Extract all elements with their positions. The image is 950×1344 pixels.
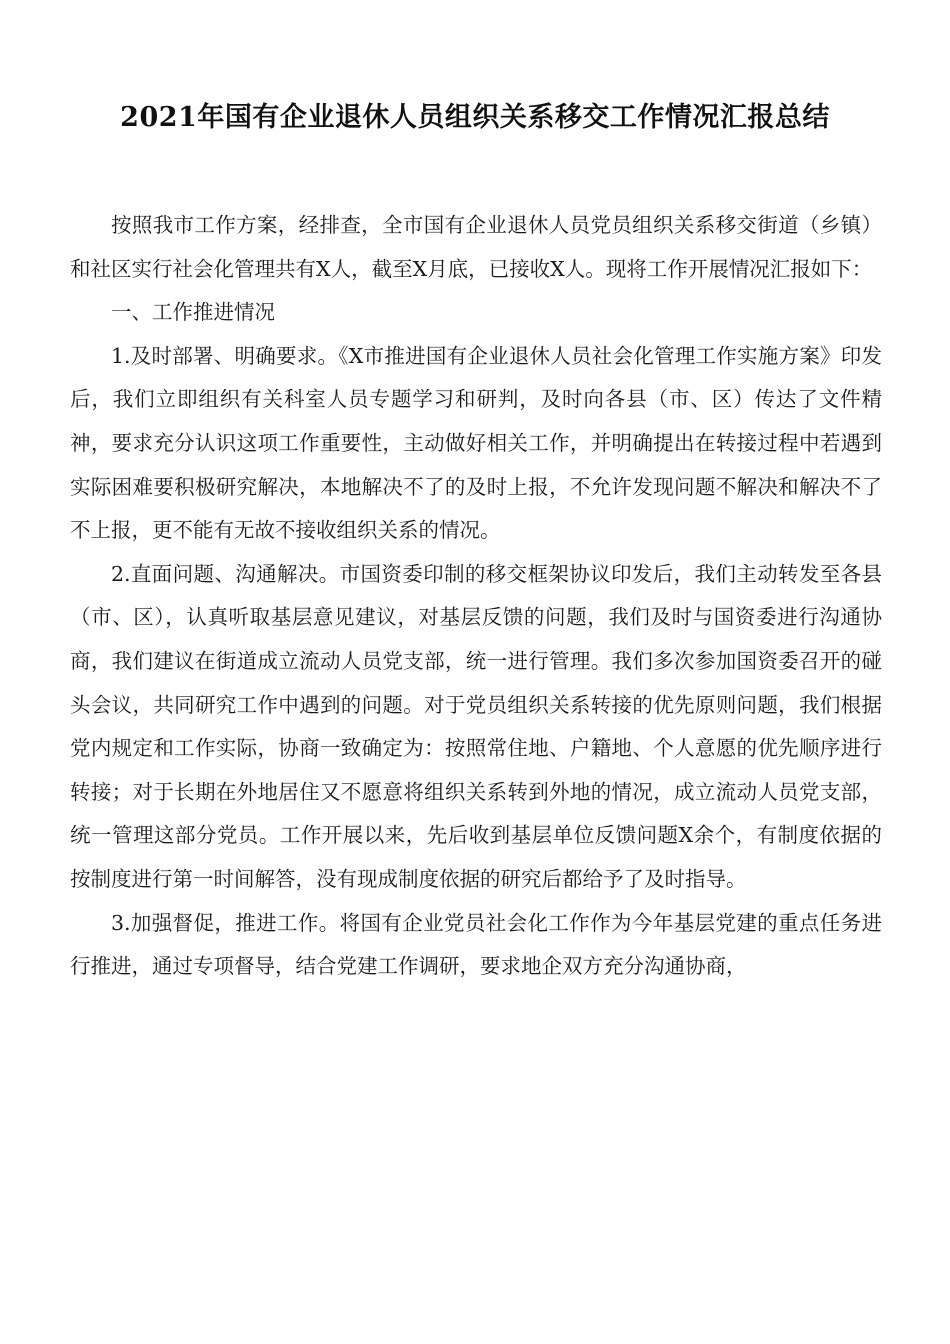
- document-body: [70, 204, 882, 989]
- paragraph-intro: 按照我市工作方案，经排查，全市国有企业退休人员党员组织关系移交街道（乡镇）和社区实行社会化管理共有X人，截至X月底，已接收X人。现将工作开展情况汇报如下：: [70, 213, 882, 281]
- section-heading-progress: 一、工作推进情况: [111, 300, 275, 325]
- paragraph-item-1: 1.及时部署、明确要求。《X市推进国有企业退休人员社会化管理工作实施方案》印发后，我们立即组织有关科室人员专题学习和研判，及时向各县（市、区）传达了文件精神，要求充分认识这项工作重要性，主动做好相关工作，并明确提出在转接过程中若遇到实际困难要积极研究解决，本地解决不了的及时上报，不允许发现问题不解决和解决不了不上报，更不能有无故不接收组织关系的情况。: [70, 343, 882, 543]
- paragraph-item-2: 2.直面问题、沟通解决。市国资委印制的移交框架协议印发后，我们主动转发至各县（市、区），认真听取基层意见建议，对基层反馈的问题，我们及时与国资委进行沟通协商，我们建议在街道成立流动人员党支部，统一进行管理。我们多次参加国资委召开的碰头会议，共同研究工作中遇到的问题。对于党员组织关系转接的优先原则问题，我们根据党内规定和工作实际，协商一致确定为：按照常住地、户籍地、个人意愿的优先顺序进行转接；对于长期在外地居住又不愿意将组织关系转到外地的情况，成立流动人员党支部，统一管理这部分党员。工作开展以来，先后收到基层单位反馈问题X余个，有制度依据的按制度进行第一时间解答，没有现成制度依据的研究后都给予了及时指导。: [70, 561, 882, 891]
- paragraph-item-3: 3.加强督促，推进工作。将国有企业党员社会化工作作为今年基层党建的重点任务进行推进，通过专项督导，结合党建工作调研，要求地企双方充分沟通协商，: [70, 910, 882, 979]
- document-title: 2021年国有企业退休人员组织关系移交工作情况汇报总结: [120, 102, 830, 133]
